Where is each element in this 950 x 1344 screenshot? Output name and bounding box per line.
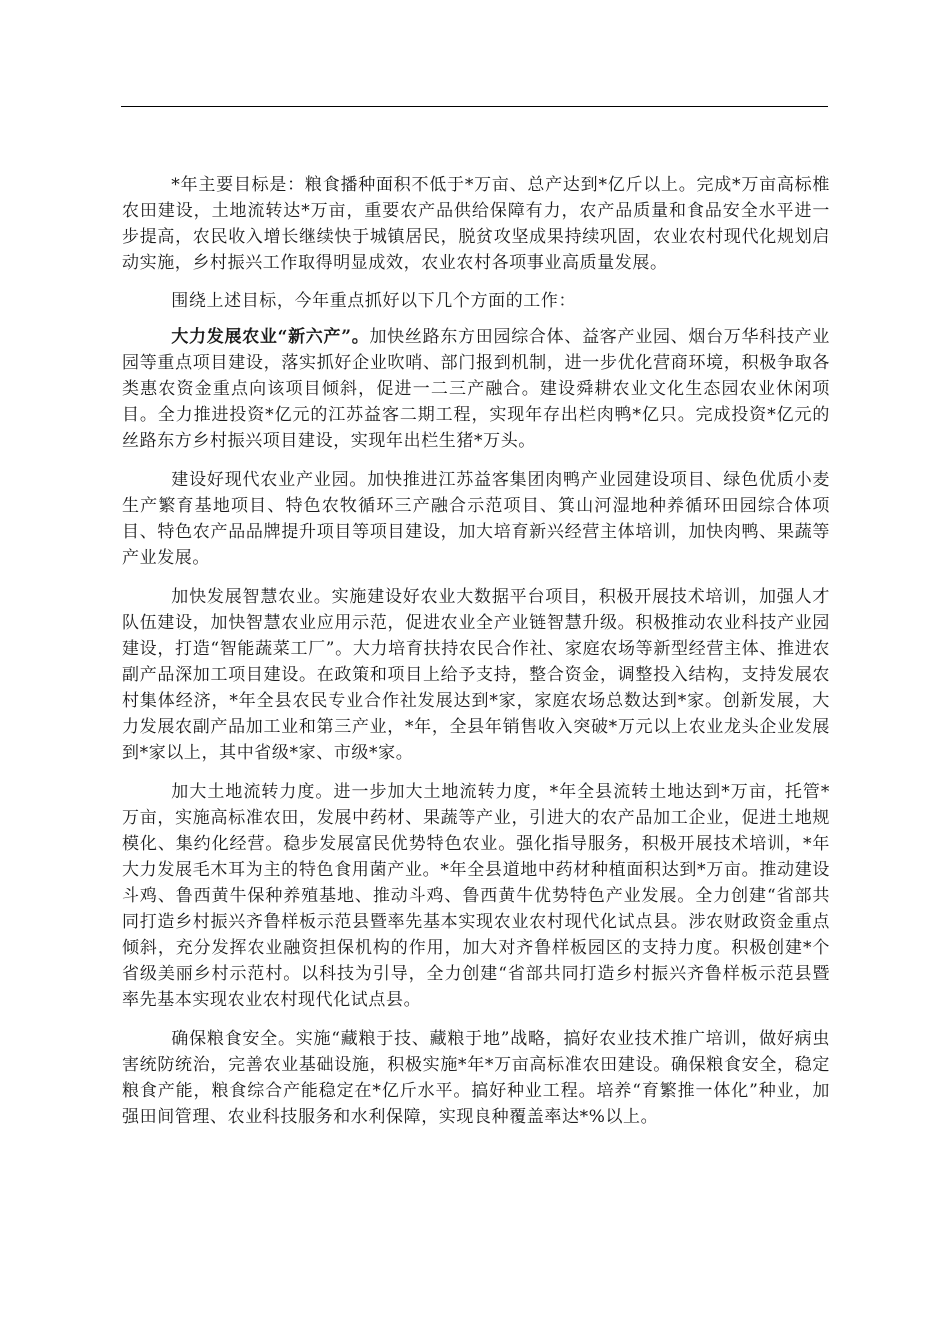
paragraph-food-security <box>122 1026 830 1130</box>
paragraph-text: 加快丝路东方田园综合体、益客产业园、烟台万华科技产业园等重点项目建设，落实抓好企业吹哨、部门报到机制，进一步优化营商环境，积极争取各类惠农资金重点向该项目倾斜，促进一二三产融合。建设舜耕农业文化生态园农业休闲项目。全力推进投资*亿元的江苏益客二期工程，实现年存出栏肉鸭*亿只。完成投资*亿元的丝路东方乡村振兴项目建设，实现年出栏生猪*万头。 <box>122 327 830 451</box>
paragraph-text: 确保粮食安全。实施“藏粮于技、藏粮于地”战略，搞好农业技术推广培训，做好病虫害统防统治，完善农业基础设施，积极实施*年*万亩高标准农田建设。确保粮食安全，稳定粮食产能，粮食综合产能稳定在*亿斤水平。搞好种业工程。培养“育繁推一体化”种业，加强田间管理、农业科技服务和水利保障，实现良种覆盖率达*%以上。 <box>122 1029 830 1127</box>
paragraph-main-goals <box>122 172 830 276</box>
paragraph-land-transfer <box>122 779 830 1013</box>
paragraph-bold-lead: 大力发展农业“新六产”。 <box>171 327 370 347</box>
paragraph-text: 围绕上述目标，今年重点抓好以下几个方面的工作： <box>171 291 577 311</box>
paragraph-text: 加大土地流转力度。进一步加大土地流转力度，*年全县流转土地达到*万亩，托管*万亩，实施高标准农田，发展中药材、果蔬等产业，引进大的农产品加工企业，促进土地规模化、集约化经营。稳步发展富民优势特色农业。强化指导服务，积极开展技术培训，*年大力发展毛木耳为主的特色食用菌产业。*年全县道地中药材种植面积达到*万亩。推动建设斗鸡、鲁西黄牛保种养殖基地、推动斗鸡、鲁西黄牛优势特色产业发展。全力创建“省部共同打造乡村振兴齐鲁样板示范县暨率先基本实现农业农村现代化试点县。涉农财政资金重点倾斜，充分发挥农业融资担保机构的作用，加大对齐鲁样板园区的支持力度。积极创建*个省级美丽乡村示范村。以科技为引导，全力创建“省部共同打造乡村振兴齐鲁样板示范县暨率先基本实现农业农村现代化试点县。 <box>122 782 830 1010</box>
header-rule <box>121 106 828 107</box>
paragraph-new-six-industries <box>122 324 830 454</box>
paragraph-smart-agriculture <box>122 584 830 766</box>
document-body <box>122 172 830 1130</box>
paragraph-work-intro <box>122 288 830 314</box>
paragraph-industrial-park <box>122 467 830 571</box>
paragraph-text: *年主要目标是：粮食播种面积不低于*万亩、总产达到*亿斤以上。完成*万亩高标椎农田建设，土地流转达*万亩，重要农产品供给保障有力，农产品质量和食品安全水平进一步提高，农民收入增长继续快于城镇居民，脱贫攻坚成果持续巩固，农业农村现代化规划启动实施，乡村振兴工作取得明显成效，农业农村各项事业高质量发展。 <box>122 175 830 273</box>
paragraph-text: 加快发展智慧农业。实施建设好农业大数据平台项目，积极开展技术培训，加强人才队伍建设，加快智慧农业应用示范，促进农业全产业链智慧升级。积极推动农业科技产业园建设，打造“智能蔬菜工厂”。大力培育扶持农民合作社、家庭农场等新型经营主体、推进农副产品深加工项目建设。在政策和项目上给予支持，整合资金，调整投入结构，支持发展农村集体经济，*年全县农民专业合作社发展达到*家，家庭农场总数达到*家。创新发展，大力发展农副产品加工业和第三产业，*年，全县年销售收入突破*万元以上农业龙头企业发展到*家以上，其中省级*家、市级*家。 <box>122 587 830 763</box>
paragraph-text: 建设好现代农业产业园。加快推进江苏益客集团肉鸭产业园建设项目、绿色优质小麦生产繁育基地项目、特色农牧循环三产融合示范项目、箕山河湿地种养循环田园综合体项目、特色农产品品牌提升项目等项目建设，加大培育新兴经营主体培训，加快肉鸭、果蔬等产业发展。 <box>122 470 830 568</box>
